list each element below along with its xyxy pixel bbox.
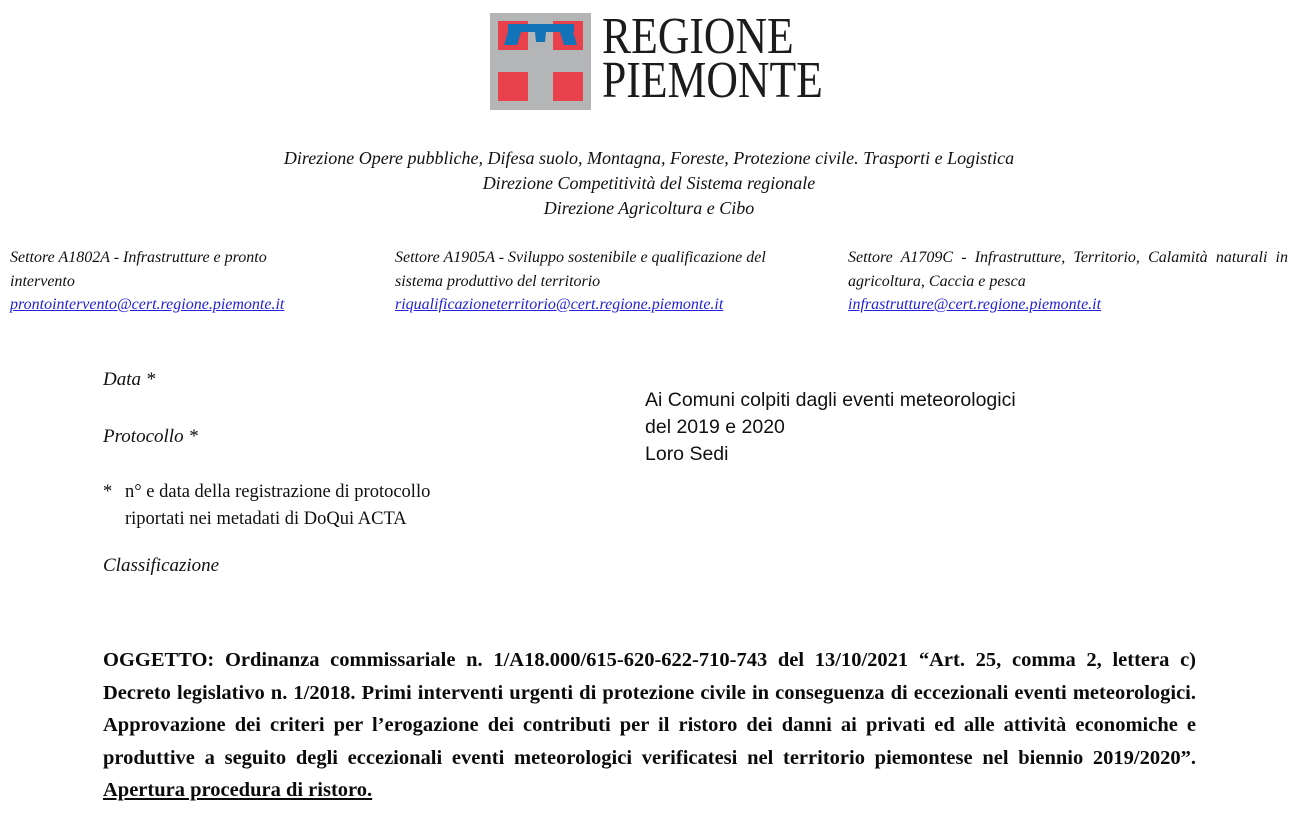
sector-name: Settore A1802A - Infrastrutture e pronto intervento bbox=[10, 249, 267, 290]
footnote-line2: riportati nei metadati di DoQui ACTA bbox=[125, 509, 407, 529]
data-field-label: Data * bbox=[103, 369, 156, 390]
protocollo-field-label: Protocollo * bbox=[103, 426, 198, 447]
logo-wordmark bbox=[602, 8, 823, 109]
sector-name: Settore A1709C - Infrastrutture, Territorio, Calamità naturali in agricoltura, Caccia e pesca bbox=[848, 249, 1288, 290]
directions-block bbox=[0, 146, 1298, 221]
logo-wordmark-line2: PIEMONTE bbox=[602, 52, 823, 109]
sector-block-a1905a bbox=[395, 246, 807, 317]
direction-line: Direzione Agricoltura e Cibo bbox=[543, 198, 755, 218]
footnote-asterisk: * bbox=[103, 482, 113, 502]
subject-paragraph bbox=[103, 644, 1196, 807]
crest-lambello-icon bbox=[490, 13, 591, 110]
sector-name: Settore A1905A - Sviluppo sostenibile e qualificazione del sistema produttivo del territorio bbox=[395, 249, 766, 290]
logo-wordmark-line1: REGIONE bbox=[602, 8, 794, 65]
regione-piemonte-logo bbox=[490, 8, 865, 110]
classificazione-field-label: Classificazione bbox=[103, 555, 220, 576]
recipient-line2: del 2019 e 2020 bbox=[645, 416, 785, 438]
sector-block-a1709c bbox=[848, 246, 1288, 317]
subject-main-text: OGGETTO: Ordinanza commissariale n. 1/A18.000/615-620-622-710-743 del 13/10/2021 “Art. 25, comma 2, lettera c) Decreto legislativo n. 1/2018. Primi interventi urgenti di protezione civile in conseguenza di eccezionali eventi meteorologici. Approvazione dei criteri per l’erogazione dei contributi per il ristoro dei danni ai privati ed alle attività economiche e produttive a seguito degli eccezionali eventi meteorologici verificatesi nel territorio piemontese nel biennio 2019/2020”. bbox=[103, 649, 1196, 769]
sector-email-link[interactable]: infrastrutture@cert.regione.piemonte.it bbox=[848, 296, 1102, 313]
regione-piemonte-crest-icon bbox=[490, 13, 591, 110]
sector-email-link[interactable]: riqualificazioneterritorio@cert.regione.piemonte.it bbox=[395, 296, 724, 313]
recipient-line1: Ai Comuni colpiti dagli eventi meteorologici bbox=[645, 389, 1016, 411]
recipient-block bbox=[645, 387, 1016, 468]
subject-underlined-text: Apertura procedura di ristoro. bbox=[103, 779, 373, 801]
direction-line: Direzione Opere pubbliche, Difesa suolo, Montagna, Foreste, Protezione civile. Trasporti e Logistica bbox=[283, 148, 1015, 168]
footnote-line1: n° e data della registrazione di protocollo bbox=[125, 482, 431, 502]
direction-line: Direzione Competitività del Sistema regionale bbox=[482, 173, 816, 193]
footnote-text bbox=[125, 479, 430, 533]
sector-email-link[interactable]: prontointervento@cert.regione.piemonte.it bbox=[10, 296, 285, 313]
recipient-line3: Loro Sedi bbox=[645, 443, 729, 465]
protocol-footnote bbox=[103, 479, 430, 533]
sector-block-a1802a bbox=[10, 246, 332, 317]
